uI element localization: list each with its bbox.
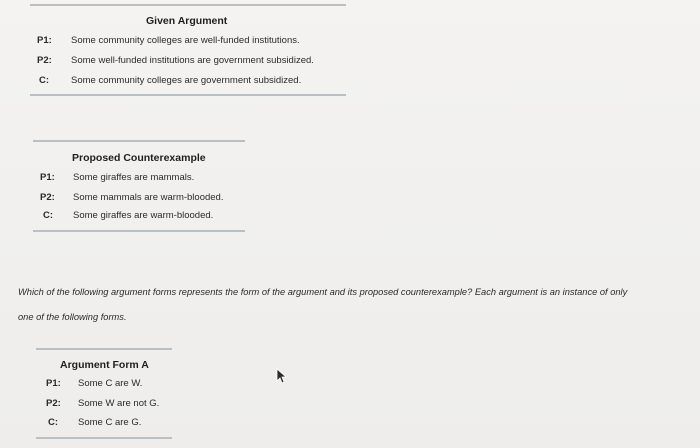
given-argument-p1-label: P1: (37, 35, 52, 46)
form-a-bottom-rule (36, 437, 172, 439)
form-a-title: Argument Form A (60, 359, 149, 371)
counterexample-title: Proposed Counterexample (72, 152, 206, 164)
question-text (18, 280, 698, 330)
counterexample-p1-text: Some giraffes are mammals. (73, 172, 195, 183)
form-a-p2-text: Some W are not G. (78, 398, 160, 409)
counterexample-bottom-rule (33, 230, 245, 232)
given-argument-top-rule (30, 4, 346, 6)
given-argument-bottom-rule (30, 94, 346, 96)
form-a-p2-label: P2: (46, 398, 61, 409)
counterexample-p1-label: P1: (40, 172, 55, 183)
counterexample-p2-text: Some mammals are warm-blooded. (73, 192, 224, 203)
given-argument-p2-label: P2: (37, 55, 52, 66)
counterexample-c-text: Some giraffes are warm-blooded. (73, 210, 214, 221)
question-line-1: Which of the following argument forms represents the form of the argument and its proposed counterexample? Each argument is an instance of only (18, 287, 628, 297)
form-a-c-label: C: (48, 417, 59, 428)
mouse-cursor-icon (275, 368, 287, 384)
counterexample-c-label: C: (43, 210, 54, 221)
form-a-top-rule (36, 348, 172, 350)
form-a-c-text: Some C are G. (78, 417, 142, 428)
given-argument-c-text: Some community colleges are government subsidized. (71, 75, 302, 86)
form-a-p1-text: Some C are W. (78, 378, 143, 389)
given-argument-c-label: C: (39, 75, 50, 86)
given-argument-p1-text: Some community colleges are well-funded institutions. (71, 35, 300, 46)
given-argument-p2-text: Some well-funded institutions are government subsidized. (71, 55, 314, 66)
given-argument-title: Given Argument (146, 15, 228, 27)
question-line-2: one of the following forms. (18, 312, 127, 322)
counterexample-p2-label: P2: (40, 192, 55, 203)
form-a-p1-label: P1: (46, 378, 61, 389)
counterexample-top-rule (33, 140, 245, 142)
